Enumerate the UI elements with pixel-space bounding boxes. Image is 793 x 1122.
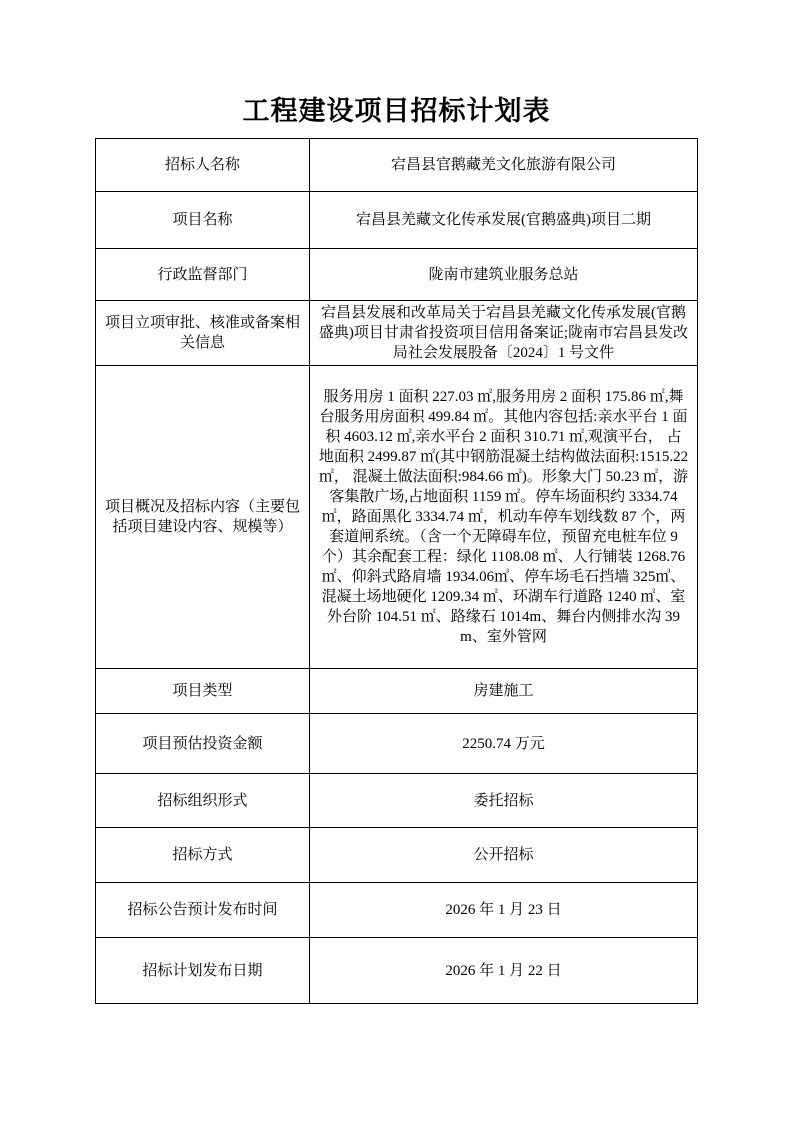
row-value-announcement-date: 2026 年 1 月 23 日 xyxy=(310,883,698,938)
row-value-plan-release-date: 2026 年 1 月 22 日 xyxy=(310,938,698,1004)
row-label-project-name: 项目名称 xyxy=(96,192,310,249)
row-label-supervision-dept: 行政监督部门 xyxy=(96,249,310,301)
table-row xyxy=(96,883,698,938)
table-row xyxy=(96,774,698,828)
row-value-project-overview: 服务用房 1 面积 227.03 ㎡,服务用房 2 面积 175.86 ㎡,舞台服务用房面积 499.84 ㎡。其他内容包括:亲水平台 1 面积 4603.12 ㎡,亲水平台 2 面积 310.71 ㎡,观演平台， 占地面积 2499.87 ㎡(其中钢筋混凝土结构做法面积:1515.22 ㎡， 混凝土做法面积:984.66 ㎡)。形象大门 50.23 ㎡，游客集散广场,占地面积 1159 ㎡。停车场面积约 3334.74 ㎡，路面黑化 3334.74 ㎡，机动车停车划线数 87 个，两套道闸系统。（含一个无障碍车位，预留充电桩车位 9 个）其余配套工程：绿化 1108.08 ㎡、人行铺装 1268.76 ㎡、仰斜式路肩墙 1934.06㎥、停车场毛石挡墙 325㎥、混凝土场地硬化 1209.34 ㎡、环湖车行道路 1240 ㎡、室外台阶 104.51 ㎡、路缘石 1014m、舞台内侧排水沟 39m、室外管网 xyxy=(310,366,698,669)
table-row xyxy=(96,938,698,1004)
table-row xyxy=(96,249,698,301)
row-label-estimated-investment: 项目预估投资金额 xyxy=(96,714,310,774)
row-value-approval-info: 宕昌县发展和改革局关于宕昌县羌藏文化传承发展(官鹅盛典)项目甘肃省投资项目信用备案证;陇南市宕昌县发改局社会发展股备〔2024〕1 号文件 xyxy=(310,301,698,366)
row-value-supervision-dept: 陇南市建筑业服务总站 xyxy=(310,249,698,301)
table-row xyxy=(96,139,698,192)
row-label-announcement-date: 招标公告预计发布时间 xyxy=(96,883,310,938)
row-label-organization-form: 招标组织形式 xyxy=(96,774,310,828)
row-value-estimated-investment: 2250.74 万元 xyxy=(310,714,698,774)
table-row xyxy=(96,669,698,714)
table-row xyxy=(96,192,698,249)
table-row xyxy=(96,366,698,669)
row-label-project-overview: 项目概况及招标内容（主要包括项目建设内容、规模等） xyxy=(96,366,310,669)
row-label-project-type: 项目类型 xyxy=(96,669,310,714)
row-label-approval-info: 项目立项审批、核准或备案相关信息 xyxy=(96,301,310,366)
row-value-project-name: 宕昌县羌藏文化传承发展(官鹅盛典)项目二期 xyxy=(310,192,698,249)
row-value-project-type: 房建施工 xyxy=(310,669,698,714)
row-label-bidder-name: 招标人名称 xyxy=(96,139,310,192)
page-title: 工程建设项目招标计划表 xyxy=(242,96,551,126)
row-value-organization-form: 委托招标 xyxy=(310,774,698,828)
table-row xyxy=(96,828,698,883)
row-label-plan-release-date: 招标计划发布日期 xyxy=(96,938,310,1004)
row-value-bidder-name: 宕昌县官鹅藏羌文化旅游有限公司 xyxy=(310,139,698,192)
table-row xyxy=(96,714,698,774)
table-row xyxy=(96,301,698,366)
row-label-bidding-method: 招标方式 xyxy=(96,828,310,883)
row-value-bidding-method: 公开招标 xyxy=(310,828,698,883)
bidding-plan-table xyxy=(95,138,698,1004)
